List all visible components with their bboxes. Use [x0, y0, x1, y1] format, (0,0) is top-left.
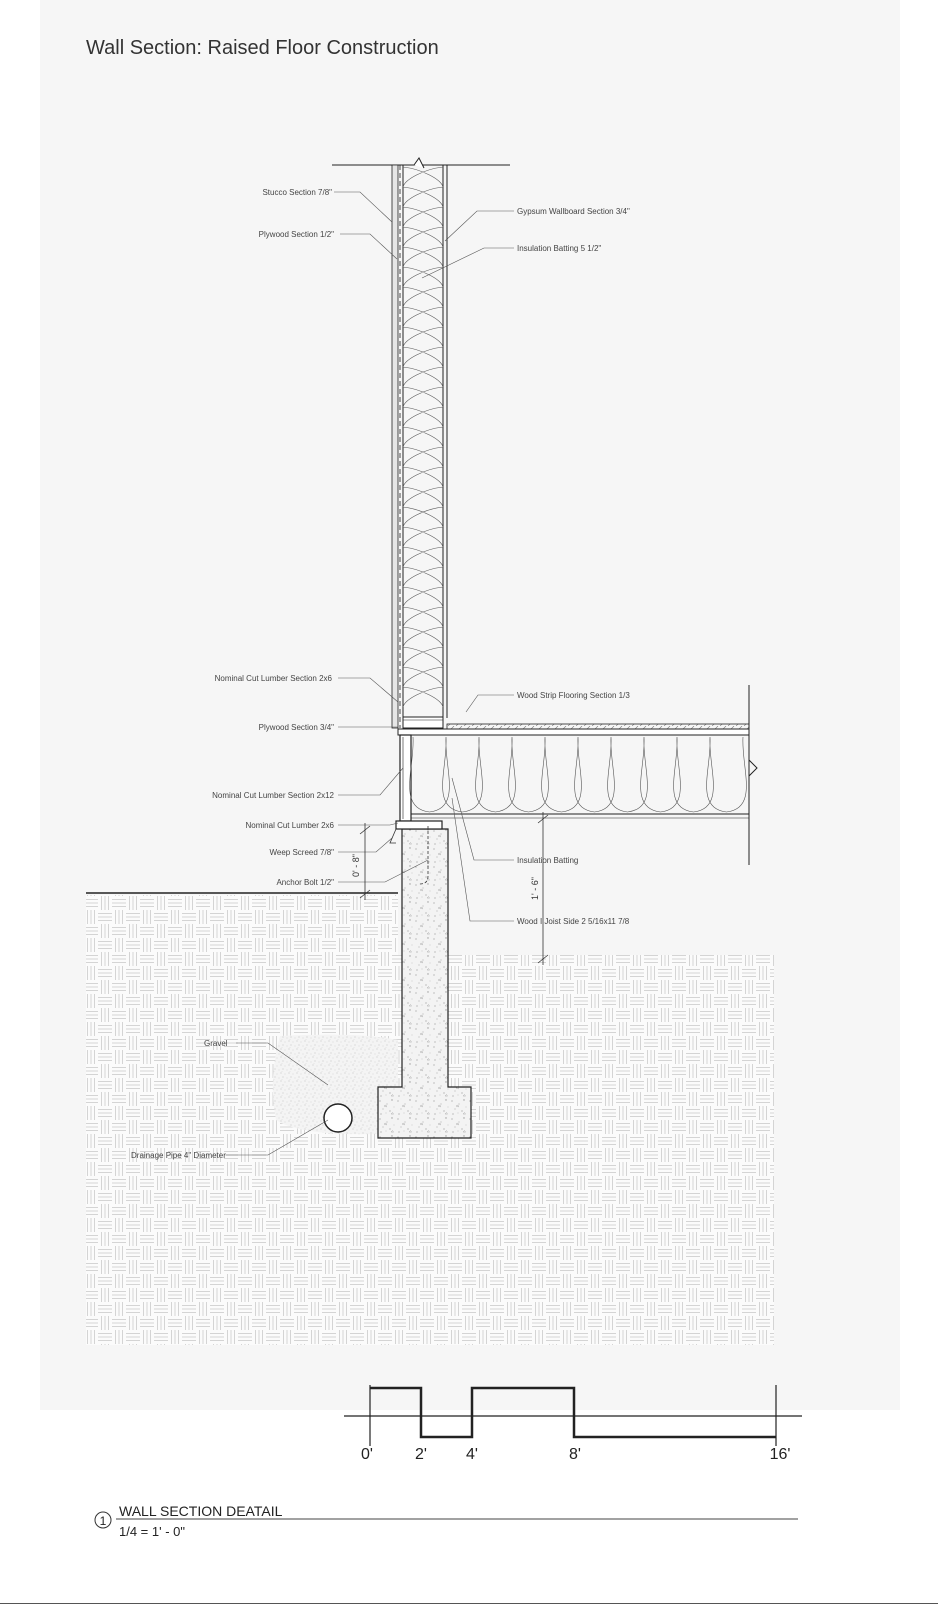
scale-tick-2: 2'	[415, 1446, 427, 1463]
scale-bar	[344, 1385, 802, 1446]
label-gypsum: Gypsum Wallboard Section 3/4"	[517, 207, 630, 216]
caption-scale: 1/4 = 1' - 0"	[119, 1524, 185, 1539]
page-bottom-rule	[0, 1603, 938, 1604]
drainage-pipe	[324, 1104, 352, 1132]
label-anchor-bolt: Anchor Bolt 1/2"	[276, 878, 334, 887]
page-title: Wall Section: Raised Floor Construction	[86, 37, 439, 59]
caption-name: WALL SECTION DEATAIL	[119, 1503, 283, 1519]
floor-insulation	[410, 737, 747, 812]
label-lumber-2x12: Nominal Cut Lumber Section 2x12	[212, 791, 334, 800]
label-insulation-wall: Insulation Batting 5 1/2"	[517, 244, 602, 253]
scale-tick-8: 8'	[569, 1446, 581, 1463]
dim-left: 0' - 8"	[351, 854, 361, 877]
scale-tick-16: 16'	[769, 1446, 791, 1463]
label-lumber-2x6-sill: Nominal Cut Lumber 2x6	[245, 821, 334, 830]
label-joist: Wood I Joist Side 2 5/16x11 7/8	[517, 917, 630, 926]
weep-screed	[390, 829, 396, 843]
label-drainage-pipe: Drainage Pipe 4" Diameter	[131, 1151, 226, 1160]
label-gravel: Gravel	[204, 1039, 228, 1048]
scale-tick-0: 0'	[361, 1446, 373, 1463]
label-flooring: Wood Strip Flooring Section 1/3	[517, 691, 630, 700]
floor-framing	[396, 685, 757, 865]
label-stucco: Stucco Section 7/8"	[262, 188, 332, 197]
scale-tick-4: 4'	[466, 1446, 478, 1463]
label-weep-screed: Weep Screed 7/8"	[269, 848, 334, 857]
label-plywood-three-quarter: Plywood Section 3/4"	[258, 723, 334, 732]
caption-number: 1	[99, 1514, 107, 1528]
wall-insulation	[403, 167, 443, 707]
label-plywood-half: Plywood Section 1/2"	[258, 230, 334, 239]
wall-layers	[332, 158, 510, 728]
dim-right: 1' - 6"	[530, 877, 540, 900]
label-lumber-2x6-top: Nominal Cut Lumber Section 2x6	[214, 674, 332, 683]
label-insulation-floor: Insulation Batting	[517, 856, 579, 865]
